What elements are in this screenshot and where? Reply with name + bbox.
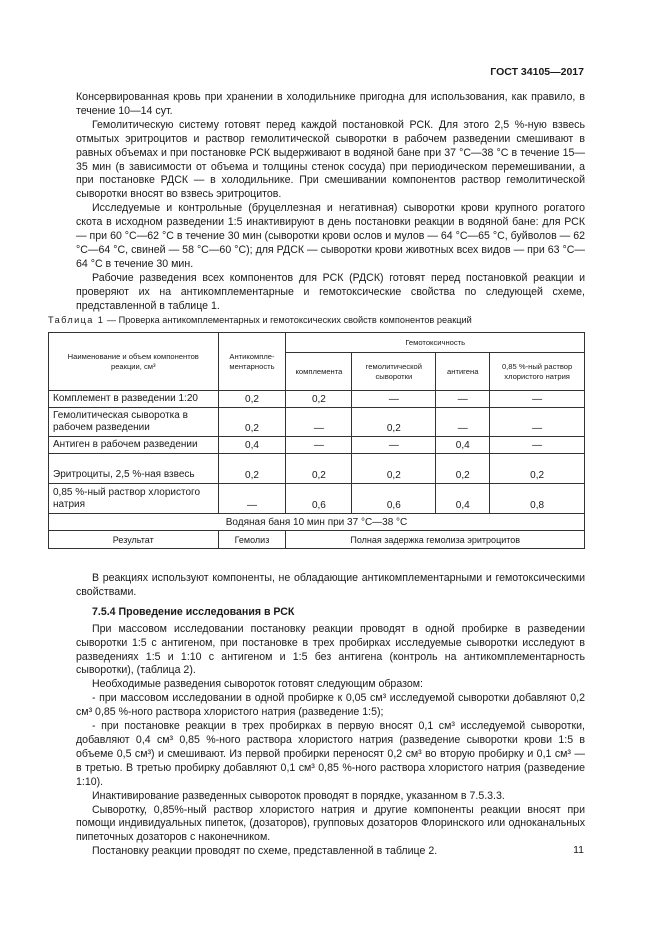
cell-value: — [352, 437, 436, 454]
cell-value: 0,8 [490, 484, 585, 514]
body-text-top [76, 91, 585, 314]
section-paragraph: Необходимые разведения сывороток готовят следующим образом: [92, 678, 423, 691]
table-row [49, 391, 585, 408]
paragraph-inactivation: Исследуемые и контрольные (бруцеллезная и негативная) сыворотки крови крупного рогатого скота в исходном разведении 1:5 инактивируют в день постановки реакции в водяной бане: для РСК — при 60 °С—62 °С в течение 30 мин (сыворотки крови ослов и мулов — 64 °С—65 °С, буйволов — 62 °С—64 °С, свиней — 58 °С—60 °С); для РДСК — сыворотки крови животных всех видов — при 63 °С—64 °С в течение 30 мин. [76, 202, 585, 270]
header-name: Наименование и объем компонентов реакции, см³ [49, 333, 219, 391]
section-paragraph: Постановку реакции проводят по схеме, представленной в таблице 2. [92, 845, 438, 858]
table-row [49, 454, 585, 484]
page-number: 11 [573, 844, 584, 856]
row-name: Комплемент в разведении 1:20 [49, 391, 219, 408]
section-paragraph: Инактивирование разведенных сывороток проводят в порядке, указанном в 7.5.3.3. [92, 789, 505, 802]
cell-value: 0,4 [436, 484, 490, 514]
section-paragraph: - при постановке реакции в трех пробирках в первую вносят 0,1 см³ исследуемой сыворотки, добавляют 0,4 см³ 0,85 %-ного раствора хлористого натрия (разведение сыворотки крови 1:5 в объеме 0,5 см³) и смешивают. Из первой пробирки переносят 0,2 см³ во вторую пробирку и 0,1 см³ — в третью. В третью пробирку добавляют 0,1 см³ 0,85 %-ного раствора хлористого натрия (разведение 1:10). [76, 720, 585, 788]
cell-value: 0,2 [218, 454, 286, 484]
cell-value: 0,2 [218, 391, 286, 408]
table-row-result [49, 531, 585, 549]
cell-value: 0,2 [436, 454, 490, 484]
paragraph-after-table: В реакциях используют компоненты, не обладающие антикомплементарными и гемотоксическими свойствами. [76, 572, 585, 598]
cell-value: — [218, 484, 286, 514]
paragraph-hemolytic-system: Гемолитическую систему готовят перед каждой постановкой РСК. Для этого 2,5 %-ную взвесь отмытых эритроцитов и раствор гемолитической сыворотки в рабочем разведении смешивают в равных объемах и при постановке РСК выдерживают в водяной бане при 37 °С—38 °С в течение 15—35 мин (в зависимости от объема и толщины стенок сосуда) при периодическом перемешивании, а при постановке РДСК — в холодильнике. При смешивании компонентов раствор гемолитической сыворотки вносят во взвесь эритроцитов. [76, 118, 585, 201]
section-paragraph: Сыворотку, 0,85%-ный раствор хлористого натрия и другие компоненты реакции вносят при помощи индивидуальных пипеток, (дозаторов), групповых дозаторов Флоринского или одноканальных пипеточных дозаторов с наконечником. [76, 803, 585, 844]
cell-value: 0,6 [352, 484, 436, 514]
cell-value: 0,6 [286, 484, 352, 514]
cell-value: — [286, 437, 352, 454]
header-anticomplementarity: Антикомпле- ментарность [218, 333, 286, 391]
table-row [49, 437, 585, 454]
row-name: 0,85 %-ный раствор хлористого натрия [49, 484, 219, 514]
cell-value: — [436, 391, 490, 408]
cell-value: — [490, 391, 585, 408]
header-complement: комплемента [286, 353, 352, 391]
result-anticomplementarity: Гемолиз [218, 531, 286, 549]
table-caption-label: Таблица 1 [48, 315, 105, 325]
header-saline: 0,85 %-ный раствор хлористого натрия [490, 353, 585, 391]
cell-value: 0,2 [352, 408, 436, 437]
row-name: Эритроциты, 2,5 %-ная взвесь [49, 454, 219, 484]
cell-value: 0,2 [286, 391, 352, 408]
paragraph-working-dilutions: Рабочие разведения всех компонентов для РСК (РДСК) готовят перед постановкой реакции и проверяют их на антикомплементарные и гемотоксические свойства по следующей схеме, представленной в таблице 1. [76, 271, 585, 312]
section-title: 7.5.4 Проведение исследования в РСК [92, 605, 295, 618]
table-row [49, 484, 585, 514]
cell-value: — [352, 391, 436, 408]
section-paragraph: - при массовом исследовании в одной пробирке к 0,05 см³ исследуемой сыворотки добавляют 0,2 см³ 0,85 %-ного раствора хлористого натрия (разведение 1:5); [76, 692, 585, 719]
cell-value: 0,2 [352, 454, 436, 484]
cell-value: 0,4 [218, 437, 286, 454]
cell-value: 0,4 [436, 437, 490, 454]
cell-value: — [286, 408, 352, 437]
row-name: Гемолитическая сыворотка в рабочем разведении [49, 408, 219, 437]
table-1 [48, 332, 585, 549]
water-bath-note: Водяная баня 10 мин при 37 °С—38 °С [49, 514, 585, 531]
header-hemotoxicity: Гемотоксичность [286, 333, 585, 353]
cell-value: 0,2 [218, 408, 286, 437]
header-antigen: антигена [436, 353, 490, 391]
section-paragraph: При массовом исследовании постановку реакции проводят в одной пробирке в разведении сыворотки 1:5 с антигеном, при постановке в трех пробирках исследуемые сыворотки исследуют в разведениях 1:5 и 1:10 с антигеном и 1:5 без антигена (контроль на антикомплементарность сыворотки), (таблица 2). [76, 622, 585, 677]
row-name: Антиген в рабочем разведении [49, 437, 219, 454]
table-row [49, 408, 585, 437]
result-hemotoxicity: Полная задержка гемолиза эритроцитов [286, 531, 585, 549]
table-caption [48, 315, 472, 325]
result-label: Результат [49, 531, 219, 549]
body-text-bottom [76, 572, 585, 859]
paragraph-storage: Консервированная кровь при хранении в холодильнике пригодна для использования, как правило, в течение 10—14 сут. [76, 91, 585, 117]
cell-value: 0,2 [286, 454, 352, 484]
cell-value: — [436, 408, 490, 437]
header-hemolytic-serum: гемолитической сыворотки [352, 353, 436, 391]
table-caption-text: — Проверка антикомплементарных и гемотоксических свойств компонентов реакций [104, 315, 472, 325]
cell-value: — [490, 408, 585, 437]
table-row-water-bath [49, 514, 585, 531]
standard-header: ГОСТ 34105—2017 [490, 66, 584, 78]
cell-value: — [490, 437, 585, 454]
cell-value: 0,2 [490, 454, 585, 484]
